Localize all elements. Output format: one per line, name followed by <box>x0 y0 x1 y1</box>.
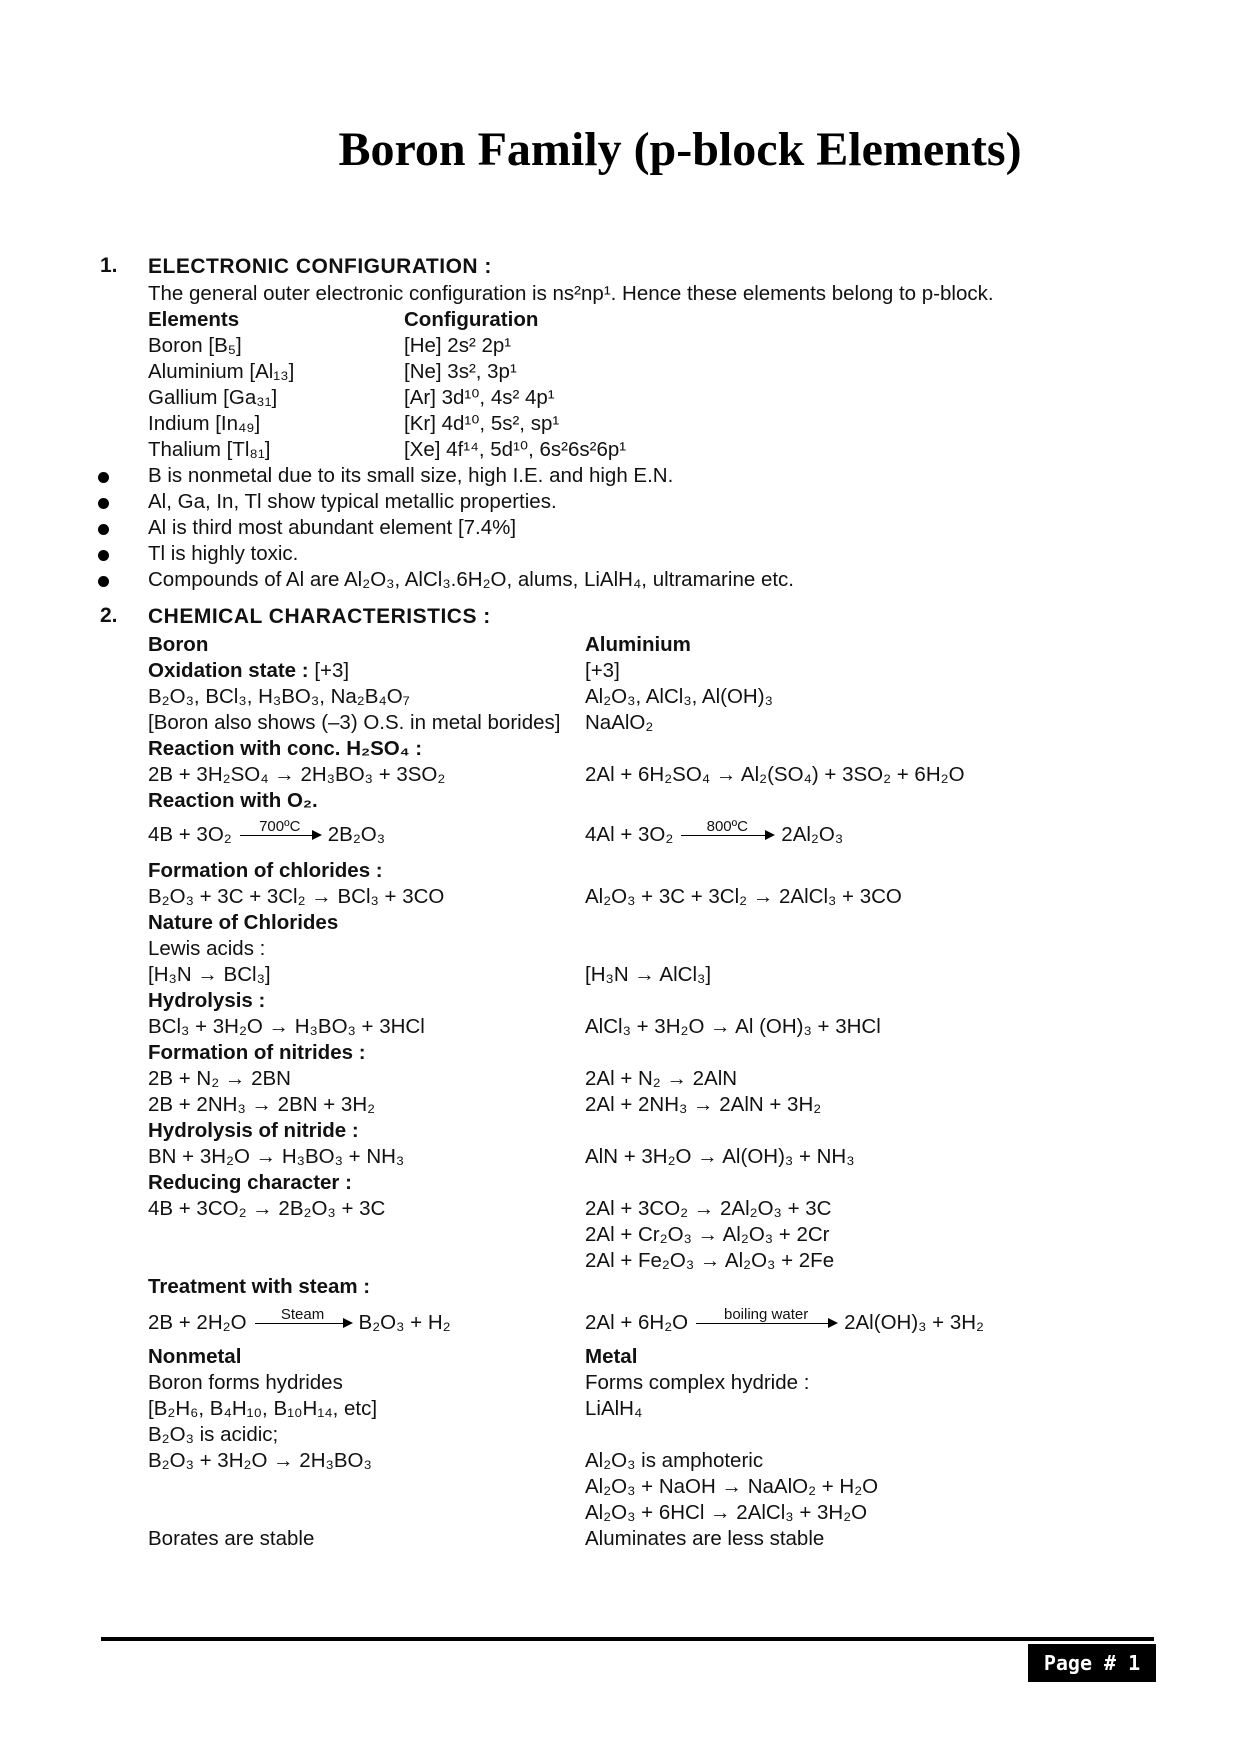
footer-rule <box>101 1637 1154 1641</box>
hydrolysis-label: Hydrolysis : <box>148 989 266 1012</box>
reducing-label: Reducing character : <box>148 1171 352 1194</box>
bullet-dot <box>98 498 109 509</box>
reactants: 4Al + 3O₂ <box>585 823 674 846</box>
al-hydride-text: Forms complex hydride : <box>585 1371 810 1394</box>
reducing-al-eq-2: 2Al + Cr₂O₃ → Al₂O₃ + 2Cr <box>585 1223 830 1246</box>
bullet-text: Compounds of Al are Al₂O₃, AlCl₃.6H₂O, alums, LiAlH₄, ultramarine etc. <box>148 568 794 591</box>
section-number-1: 1. <box>100 254 118 277</box>
bullet-dot <box>98 550 109 561</box>
steam-label: Treatment with steam : <box>148 1275 371 1298</box>
page-number: Page # 1 <box>1028 1644 1156 1682</box>
boron-hydrides-text: Boron forms hydrides <box>148 1371 343 1394</box>
col-header-boron: Boron <box>148 633 209 656</box>
reducing-al-eq-1: 2Al + 3CO₂ → 2Al₂O₃ + 3C <box>585 1197 832 1220</box>
bullet-text: Al, Ga, In, Tl show typical metallic properties. <box>148 490 557 513</box>
hydrolysis-nitride-boron-eq: BN + 3H₂O → H₃BO₃ + NH₃ <box>148 1145 405 1168</box>
nitride-al-eq-2: 2Al + 2NH₃ → 2AlN + 3H₂ <box>585 1093 822 1116</box>
element-name: Indium [In₄₉] <box>148 412 261 435</box>
section-heading-1: ELECTRONIC CONFIGURATION : <box>148 255 492 278</box>
amphoteric-eq-2: Al₂O₃ + 6HCl → 2AlCl₃ + 3H₂O <box>585 1501 868 1524</box>
oxidation-state-label: Oxidation state : <box>148 659 309 682</box>
h2so4-boron-eq: 2B + 3H₂SO₄ → 2H₃BO₃ + 3SO₂ <box>148 763 446 786</box>
oxidation-state-boron <box>148 658 349 684</box>
element-name: Thalium [Tl₈₁] <box>148 438 271 461</box>
hydrolysis-nitride-label: Hydrolysis of nitride : <box>148 1119 359 1142</box>
products: 2Al(OH)₃ + 3H₂ <box>844 1311 985 1334</box>
col-header-configuration: Configuration <box>404 308 539 331</box>
oxidation-state-al: [+3] <box>585 659 620 682</box>
lewis-al: [H₃N → AlCl₃] <box>585 963 712 986</box>
b2o3-acidic-eq: B₂O₃ + 3H₂O → 2H₃BO₃ <box>148 1449 372 1472</box>
element-name: Gallium [Ga₃₁] <box>148 386 278 409</box>
al-note: NaAlO₂ <box>585 711 654 734</box>
reaction-condition: 800ºC <box>706 818 748 836</box>
chlorides-label: Formation of chlorides : <box>148 859 383 882</box>
bullet-dot <box>98 524 109 535</box>
steam-al-eq <box>585 1306 985 1336</box>
chlorides-boron-eq: B₂O₃ + 3C + 3Cl₂ → BCl₃ + 3CO <box>148 885 445 908</box>
boron-note: [Boron also shows (–3) O.S. in metal borides] <box>148 711 561 734</box>
hydrolysis-boron-eq: BCl₃ + 3H₂O → H₃BO₃ + 3HCl <box>148 1015 425 1038</box>
aluminates-stability: Aluminates are less stable <box>585 1527 825 1550</box>
al-compounds: Al₂O₃, AlCl₃, Al(OH)₃ <box>585 685 773 708</box>
reducing-al-eq-3: 2Al + Fe₂O₃ → Al₂O₃ + 2Fe <box>585 1249 835 1272</box>
nitrides-label: Formation of nitrides : <box>148 1041 366 1064</box>
boron-compounds: B₂O₃, BCl₃, H₃BO₃, Na₂B₄O₇ <box>148 685 410 708</box>
bullet-text: Tl is highly toxic. <box>148 542 299 565</box>
reaction-condition: 700ºC <box>259 818 301 836</box>
products: B₂O₃ + H₂ <box>358 1311 451 1334</box>
bullet-text: B is nonmetal due to its small size, high I.E. and high E.N. <box>148 464 674 487</box>
chlorides-al-eq: Al₂O₃ + 3C + 3Cl₂ → 2AlCl₃ + 3CO <box>585 885 902 908</box>
reactants: 2B + 2H₂O <box>148 1311 247 1334</box>
o2-label: Reaction with O₂. <box>148 789 318 812</box>
element-config: [Kr] 4d¹⁰, 5s², sp¹ <box>404 412 560 435</box>
steam-boron-eq <box>148 1306 451 1336</box>
nitride-boron-eq-2: 2B + 2NH₃ → 2BN + 3H₂ <box>148 1093 376 1116</box>
reaction-arrow <box>696 1307 836 1324</box>
metal-label: Metal <box>585 1345 638 1368</box>
reaction-condition: Steam <box>280 1306 325 1324</box>
element-config: [Ne] 3s², 3p¹ <box>404 360 517 383</box>
lewis-boron: [H₃N → BCl₃] <box>148 963 271 986</box>
col-header-elements: Elements <box>148 308 240 331</box>
element-config: [Xe] 4f¹⁴, 5d¹⁰, 6s²6s²6p¹ <box>404 438 627 461</box>
element-config: [Ar] 3d¹⁰, 4s² 4p¹ <box>404 386 555 409</box>
b2o3-acidic: B₂O₃ is acidic; <box>148 1423 279 1446</box>
element-config: [He] 2s² 2p¹ <box>404 334 512 357</box>
reaction-arrow <box>681 819 773 836</box>
al2o3-amphoteric: Al₂O₃ is amphoteric <box>585 1449 764 1472</box>
products: 2B₂O₃ <box>327 823 386 846</box>
section-heading-2: CHEMICAL CHARACTERISTICS : <box>148 605 491 628</box>
products: 2Al₂O₃ <box>781 823 844 846</box>
page-title: Boron Family (p-block Elements) <box>338 123 1022 176</box>
reaction-arrow <box>240 819 320 836</box>
h2so4-label: Reaction with conc. H₂SO₄ : <box>148 737 423 760</box>
hydrolysis-nitride-al-eq: AlN + 3H₂O → Al(OH)₃ + NH₃ <box>585 1145 855 1168</box>
lewis-acids-label: Lewis acids : <box>148 937 266 960</box>
nitride-boron-eq-1: 2B + N₂ → 2BN <box>148 1067 291 1090</box>
amphoteric-eq-1: Al₂O₃ + NaOH → NaAlO₂ + H₂O <box>585 1475 879 1498</box>
reactants: 2Al + 6H₂O <box>585 1311 689 1334</box>
config-intro: The general outer electronic configuration is ns²np¹. Hence these elements belong to p-block. <box>148 282 994 305</box>
bullet-dot <box>98 472 109 483</box>
nitride-al-eq-1: 2Al + N₂ → 2AlN <box>585 1067 738 1090</box>
reaction-condition: boiling water <box>724 1306 809 1324</box>
o2-al-eq <box>585 818 844 848</box>
col-header-aluminium: Aluminium <box>585 633 691 656</box>
reactants: 4B + 3O₂ <box>148 823 232 846</box>
reaction-arrow <box>255 1307 351 1324</box>
nonmetal-label: Nonmetal <box>148 1345 242 1368</box>
al-hydride-formula: LiAlH₄ <box>585 1397 643 1420</box>
bullet-dot <box>98 576 109 587</box>
section-number-2: 2. <box>100 604 118 627</box>
reducing-boron-eq: 4B + 3CO₂ → 2B₂O₃ + 3C <box>148 1197 386 1220</box>
boron-hydrides-list: [B₂H₆, B₄H₁₀, B₁₀H₁₄, etc] <box>148 1397 378 1420</box>
o2-boron-eq <box>148 818 386 848</box>
nature-chlorides-label: Nature of Chlorides <box>148 911 339 934</box>
element-name: Aluminium [Al₁₃] <box>148 360 295 383</box>
hydrolysis-al-eq: AlCl₃ + 3H₂O → Al (OH)₃ + 3HCl <box>585 1015 881 1038</box>
bullet-text: Al is third most abundant element [7.4%] <box>148 516 517 539</box>
oxidation-state-value: [+3] <box>314 659 350 682</box>
borates-stability: Borates are stable <box>148 1527 315 1550</box>
h2so4-al-eq: 2Al + 6H₂SO₄ → Al₂(SO₄) + 3SO₂ + 6H₂O <box>585 763 965 786</box>
element-name: Boron [B₅] <box>148 334 242 357</box>
